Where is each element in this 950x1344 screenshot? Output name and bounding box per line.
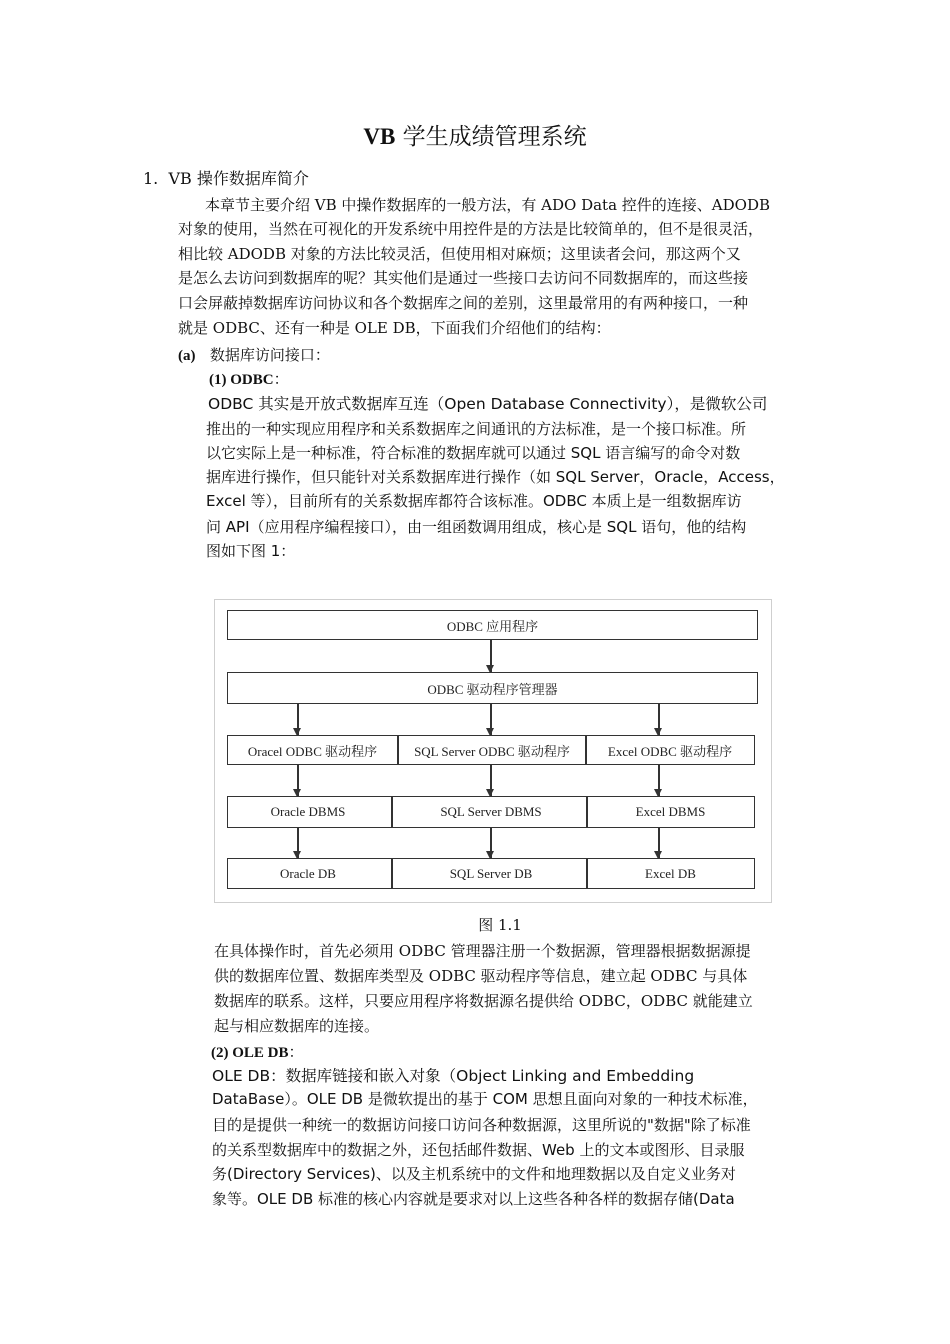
odbc-architecture-diagram — [214, 599, 772, 903]
text-line: 数据库的联系。这样，只要应用程序将数据源名提供给 ODBC，ODBC 就能建立 — [214, 992, 753, 1010]
odbc-heading-label: (1) ODBC — [209, 372, 274, 388]
text-line: Excel 等），目前所有的关系数据库都符合该标准。ODBC 本质上是一组数据库访 — [206, 492, 742, 510]
box-excel-dbms: Excel DBMS — [635, 804, 706, 819]
text-line: 据库进行操作，但只能针对关系数据库进行操作（如 SQL Server，Oracle，Access， — [206, 468, 785, 486]
arrow-icon — [297, 765, 299, 796]
row-dbms — [227, 796, 755, 828]
oledb-heading-label: (2) OLE DB — [211, 1045, 289, 1061]
arrow-icon — [490, 640, 492, 672]
arrow-icon — [490, 704, 492, 735]
box-oracle-driver: Oracel ODBC 驱动程序 — [247, 743, 378, 759]
subsection-label: (a) — [178, 348, 196, 364]
text-line: 的关系型数据库中的数据之外，还包括邮件数据、Web 上的文本或图形、目录服 — [212, 1141, 745, 1159]
box-sqlserver-db: SQL Server DB — [449, 865, 533, 881]
box-driver-manager: ODBC 驱动程序管理器 — [227, 672, 758, 704]
arrow-icon — [658, 828, 660, 858]
text-line: 起与相应数据库的连接。 — [214, 1017, 380, 1035]
row-drivers — [227, 735, 755, 765]
text-line: 图如下图 1： — [206, 542, 296, 560]
box-oracle-dbms: Oracle DBMS — [270, 804, 346, 819]
text-line: 目的是提供一种统一的数据访问接口访问各种数据源，这里所说的"数据"除了标准 — [212, 1116, 751, 1134]
figure-caption: 图 1.1 — [478, 916, 522, 934]
box-oracle-db: Oracle DB — [280, 865, 336, 881]
text-line: 相比较 ADODB 对象的方法比较灵活，但使用相对麻烦；这里读者会问，那这两个又 — [178, 245, 741, 263]
oledb-heading — [211, 1041, 304, 1062]
text-line: 以它实际上是一种标准，符合标准的数据库就可以通过 SQL 语言编写的命令对数 — [206, 444, 741, 462]
arrow-icon — [490, 828, 492, 858]
box-sqlserver-dbms: SQL Server DBMS — [440, 804, 542, 819]
section-heading — [143, 166, 309, 189]
box-excel-db: Excel DB — [645, 865, 696, 881]
arrow-icon — [490, 765, 492, 796]
odbc-heading — [209, 368, 289, 389]
text-line: 问 API（应用程序编程接口），由一组函数调用组成，核心是 SQL 语句，他的结构 — [206, 518, 747, 536]
section-title: VB 操作数据库简介 — [168, 169, 309, 188]
text-line: 是怎么去访问到数据库的呢？其实他们是通过一些接口去访问不同数据库的，而这些接 — [178, 269, 749, 287]
title-bold: VB — [363, 124, 396, 149]
text-line: 就是 ODBC、还有一种是 OLE DB，下面我们介绍他们的结构： — [178, 319, 611, 337]
arrow-icon — [658, 765, 660, 796]
subsection-text: 数据库访问接口： — [209, 346, 330, 364]
arrow-icon — [297, 828, 299, 858]
text-line: 口会屏蔽掉数据库访问协议和各个数据库之间的差别，这里最常用的有两种接口，一种 — [178, 294, 749, 312]
text-line: 象等。OLE DB 标准的核心内容就是要求对以上这些各种各样的数据存储(Data — [212, 1190, 735, 1208]
subsection-a — [178, 344, 330, 365]
section-number: 1. — [143, 169, 159, 188]
text-line: ODBC 其实是开放式数据库互连（Open Database Connectivity），是微软公司 — [208, 395, 768, 413]
text-line: OLE DB：数据库链接和嵌入对象（Object Linking and Embedding — [212, 1067, 695, 1085]
box-excel-driver: Excel ODBC 驱动程序 — [607, 743, 733, 759]
row-db — [227, 858, 755, 889]
page-title — [0, 118, 950, 151]
text-line: 务(Directory Services)、以及主机系统中的文件和地理数据以及自定义业务对 — [212, 1165, 736, 1183]
text-line: 供的数据库位置、数据库类型及 ODBC 驱动程序等信息，建立起 ODBC 与具体 — [214, 967, 748, 985]
box-sqlserver-driver: SQL Server ODBC 驱动程序 — [414, 743, 570, 759]
text-line: 对象的使用，当然在可视化的开发系统中用控件是的方法是比较简单的，但不是很灵活， — [178, 220, 764, 238]
oledb-heading-colon: ： — [288, 1043, 304, 1061]
text-line: DataBase）。OLE DB 是微软提出的基于 COM 思想且面向对象的一种技术标准， — [212, 1090, 758, 1108]
text-line: 在具体操作时，首先必须用 ODBC 管理器注册一个数据源，管理器根据数据源提 — [214, 942, 751, 960]
odbc-heading-colon: ： — [273, 370, 289, 388]
text-line: 推出的一种实现应用程序和关系数据库之间通讯的方法标准，是一个接口标准。所 — [206, 420, 747, 438]
text-line: 本章节主要介绍 VB 中操作数据库的一般方法，有 ADO Data 控件的连接、ADODB — [205, 196, 771, 214]
arrow-icon — [658, 704, 660, 735]
title-text: 学生成绩管理系统 — [395, 124, 587, 150]
box-odbc-app: ODBC 应用程序 — [227, 610, 758, 640]
arrow-icon — [297, 704, 299, 735]
